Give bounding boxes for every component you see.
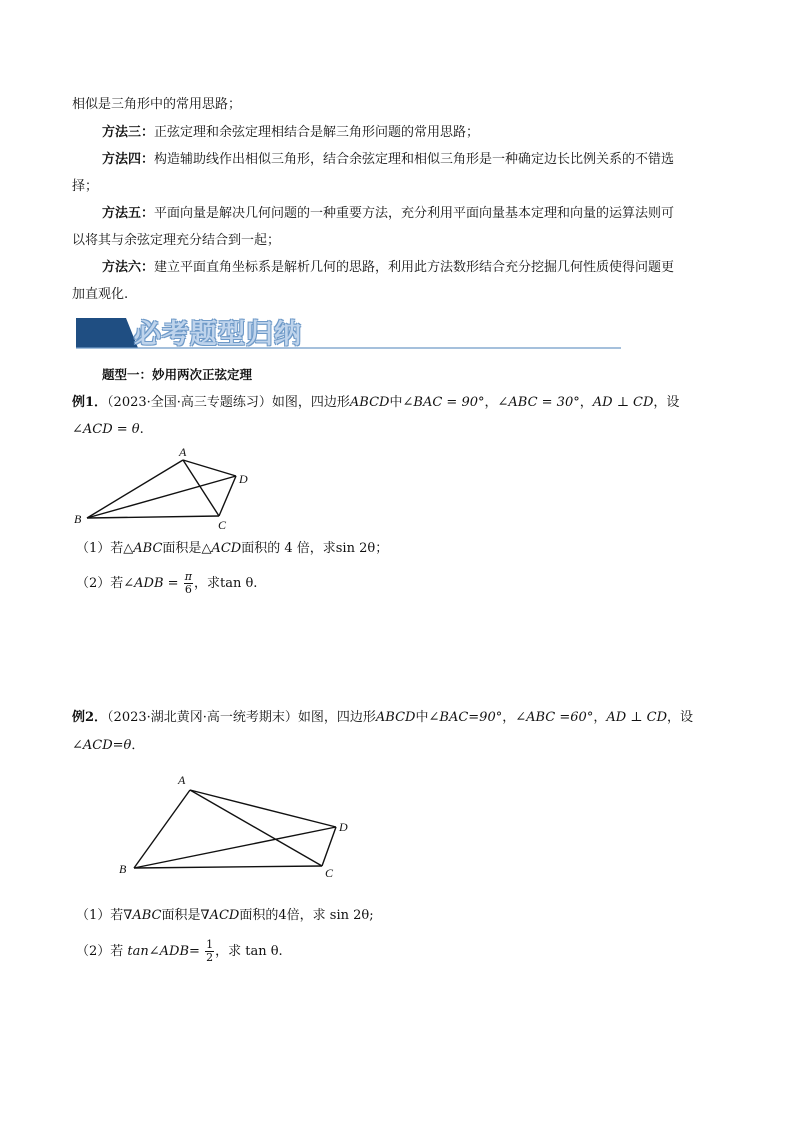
section-title: 必考题型归纳	[134, 319, 302, 350]
ex2-diag-ac	[190, 790, 322, 866]
intro-line-0: 相似是三角形中的常用思路；	[72, 97, 242, 112]
ex2-label-c: C	[325, 866, 334, 880]
section-header-block	[76, 318, 138, 348]
ex2-edge-ad	[190, 790, 336, 827]
method-6	[102, 259, 674, 277]
method-4-label: 方法四：	[102, 152, 155, 167]
example-1-q2: （2）若∠ADB = $\frac{\pi}{6}$ ，求tan θ.	[76, 570, 258, 596]
method-3-label: 方法三：	[102, 125, 155, 140]
ex1-edge-dc	[219, 476, 236, 516]
ex2-label-a: A	[178, 773, 186, 787]
ex1-q2-fraction: $\frac{\pi}{6}$	[184, 570, 192, 596]
example-2-stem: 例2．（2023·湖北黄冈·高一统考期末）如图，四边形ABCD中∠BAC=90°，∠ABC =60°，AD ⊥ CD，设	[72, 710, 694, 725]
method-6-label: 方法六：	[102, 260, 155, 275]
example-2-q2: （2）若 tan∠ADB= $\frac{1}{2}$ ，求 tan θ.	[76, 938, 283, 964]
example-2-stem-cont: ∠ACD=θ．	[72, 738, 145, 753]
ex2-q2-fraction: $\frac{1}{2}$	[206, 938, 214, 964]
method-3-text: 正弦定理和余弦定理相结合是解三角形问题的常用思路；	[154, 125, 480, 140]
method-3	[102, 124, 479, 142]
example-2-figure	[112, 770, 362, 882]
ex1-edge-bc	[87, 516, 219, 518]
example-1-stem-cont: ∠ACD = θ.	[72, 422, 144, 437]
example-2-source: （2023·湖北黄冈·高一统考期末）	[107, 710, 298, 725]
ex2-diag-bd	[134, 827, 336, 868]
type-1-title: 题型一：妙用两次正弦定理	[102, 367, 253, 382]
ex1-label-b: B	[74, 512, 82, 526]
ex1-label-c: C	[218, 518, 227, 532]
method-4-text: 构造辅助线作出相似三角形，结合余弦定理和相似三角形是一种确定边长比例关系的不错选	[154, 152, 675, 167]
method-6-cont: 加直观化.	[72, 287, 129, 302]
example-1-label: 例1．	[72, 395, 108, 410]
ex1-label-a: A	[179, 445, 187, 459]
method-4-cont: 择；	[72, 179, 99, 194]
example-1-source: （2023·全国·高三专题练习）	[107, 395, 272, 410]
ex2-label-d: D	[339, 820, 348, 834]
ex2-label-b: B	[119, 862, 127, 876]
method-5-text: 平面向量是解决几何问题的一种重要方法，充分利用平面向量基本定理和向量的运算法则可	[154, 206, 675, 221]
ex1-diag-bd	[87, 476, 236, 518]
example-1-stem: 例1．（2023·全国·高三专题练习）如图，四边形ABCD中∠BAC = 90°，∠ABC = 30°，AD ⊥ CD，设	[72, 395, 680, 410]
example-1-q1: （1）若△ABC面积是△ACD面积的 4 倍，求sin 2θ；	[76, 541, 389, 556]
method-6-text: 建立平面直角坐标系是解析几何的思路，利用此方法数形结合充分挖掘几何性质使得问题更	[154, 260, 675, 275]
ex2-edge-dc	[322, 827, 336, 866]
example-2-q1: （1）若∇ABC面积是∇ACD面积的4倍，求 sin 2θ;	[76, 908, 374, 923]
ex1-diag-ac	[183, 460, 219, 516]
method-4	[102, 151, 674, 169]
example-2-label: 例2．	[72, 710, 108, 725]
ex1-label-d: D	[239, 472, 248, 486]
ex2-edge-bc	[134, 866, 322, 868]
method-5-cont: 以将其与余弦定理充分结合到一起；	[72, 233, 281, 248]
example-1-figure	[70, 444, 260, 536]
ex1-edge-ba	[87, 460, 183, 518]
method-5-label: 方法五：	[102, 206, 155, 221]
ex2-edge-ba	[134, 790, 190, 868]
method-5	[102, 205, 674, 223]
